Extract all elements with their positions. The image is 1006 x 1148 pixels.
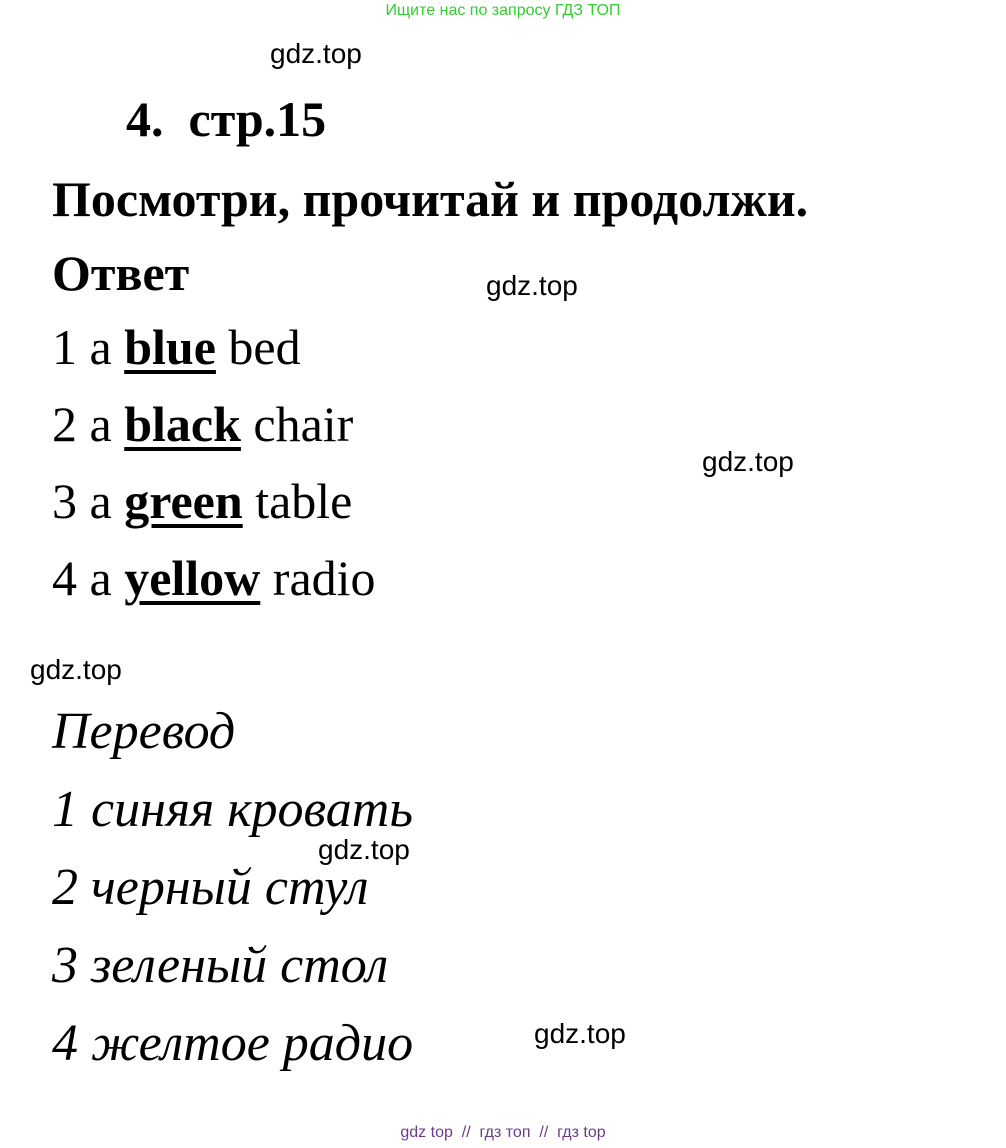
answer-line: 2 a black chair [52, 396, 354, 452]
search-banner[interactable]: Ищите нас по запросу ГДЗ ТОП [385, 2, 621, 19]
task-heading [126, 90, 326, 148]
answer-line: 1 a blue bed [52, 319, 301, 375]
answer-color: green [124, 473, 243, 529]
task-instruction: Посмотри, прочитай и продолжи. [52, 171, 809, 227]
watermark: gdz.top [30, 654, 122, 685]
translation-line: 3 зеленый стол [52, 937, 389, 994]
answer-line: 3 a green table [52, 473, 353, 529]
answer-color: blue [124, 319, 216, 375]
answer-heading: Ответ [52, 245, 190, 301]
task-number: 4. [126, 91, 164, 147]
translation-line: 1 синяя кровать [52, 781, 413, 838]
translation-line: 2 черный стул [52, 859, 369, 916]
watermark: gdz.top [702, 446, 794, 477]
watermark: gdz.top [270, 38, 362, 69]
answer-line: 4 a yellow radio [52, 550, 376, 606]
answer-color: yellow [124, 550, 261, 606]
watermark: gdz.top [534, 1018, 626, 1049]
answer-color: black [124, 396, 241, 452]
watermark: gdz.top [486, 270, 578, 301]
task-page: стр.15 [188, 91, 327, 147]
footer-links[interactable]: gdz top // гдз топ // гдз top [400, 1124, 606, 1141]
translation-heading: Перевод [52, 703, 236, 760]
watermark: gdz.top [318, 834, 410, 865]
translation-line: 4 желтое радио [52, 1015, 414, 1072]
